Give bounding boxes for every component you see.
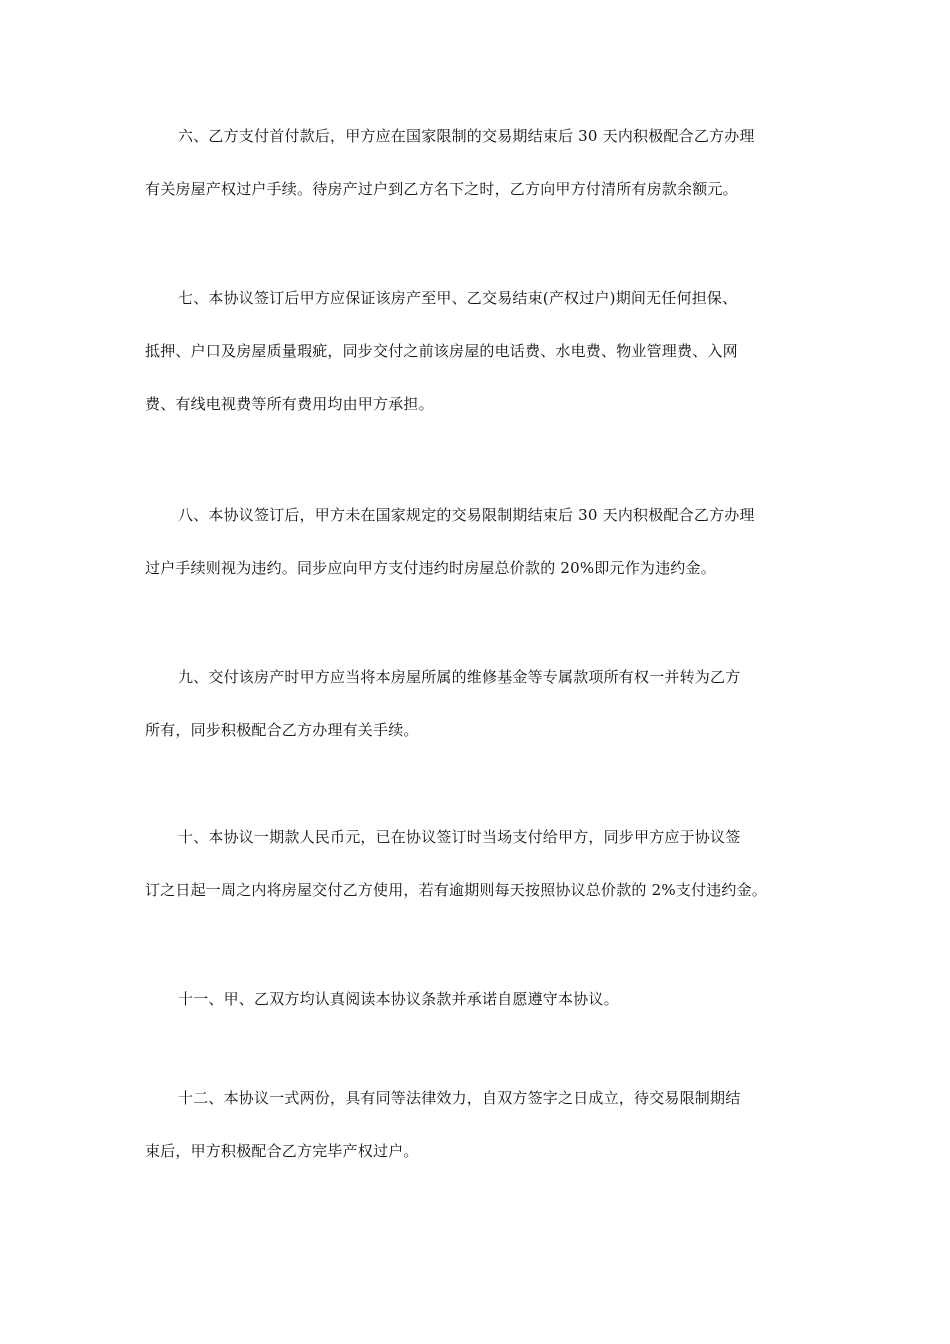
clause-line: 所有，同步积极配合乙方办理有关手续。 <box>145 721 419 739</box>
clause-line: 十一、甲、乙双方均认真阅读本协议条款并承诺自愿遵守本协议。 <box>178 990 619 1008</box>
clause-line: 过户手续则视为违约。同步应向甲方支付违约时房屋总价款的 20%即元作为违约金。 <box>145 559 716 577</box>
clause-line: 九、交付该房产时甲方应当将本房屋所属的维修基金等专属款项所有权一并转为乙方 <box>178 668 741 686</box>
clause-line: 有关房屋产权过户手续。待房产过户到乙方名下之时，乙方向甲方付清所有房款余额元。 <box>145 180 738 198</box>
clause-eleven <box>145 973 825 1026</box>
clause-line: 抵押、户口及房屋质量瑕疵，同步交付之前该房屋的电话费、水电费、物业管理费、入网 <box>145 342 738 360</box>
clause-line: 订之日起一周之内将房屋交付乙方使用，若有逾期则每天按照协议总价款的 2%支付违约金。 <box>145 881 767 899</box>
clause-line: 费、有线电视费等所有费用均由甲方承担。 <box>145 395 434 413</box>
clause-line: 八、本协议签订后，甲方未在国家规定的交易限制期结束后 30 天内积极配合乙方办理 <box>178 506 755 524</box>
clause-nine <box>145 651 825 757</box>
clause-twelve <box>145 1072 825 1178</box>
clause-line: 六、乙方支付首付款后，甲方应在国家限制的交易期结束后 30 天内积极配合乙方办理 <box>178 127 755 145</box>
clause-line: 十、本协议一期款人民币元，已在协议签订时当场支付给甲方，同步甲方应于协议签 <box>178 828 741 846</box>
clause-line: 束后，甲方积极配合乙方完毕产权过户。 <box>145 1142 419 1160</box>
clause-seven <box>145 272 825 431</box>
clause-line: 七、本协议签订后甲方应保证该房产至甲、乙交易结束(产权过户)期间无任何担保、 <box>178 289 738 307</box>
clause-ten <box>145 811 825 917</box>
clause-six <box>145 110 825 216</box>
clause-eight <box>145 489 825 595</box>
clause-line: 十二、本协议一式两份，具有同等法律效力，自双方签字之日成立，待交易限制期结 <box>178 1089 741 1107</box>
